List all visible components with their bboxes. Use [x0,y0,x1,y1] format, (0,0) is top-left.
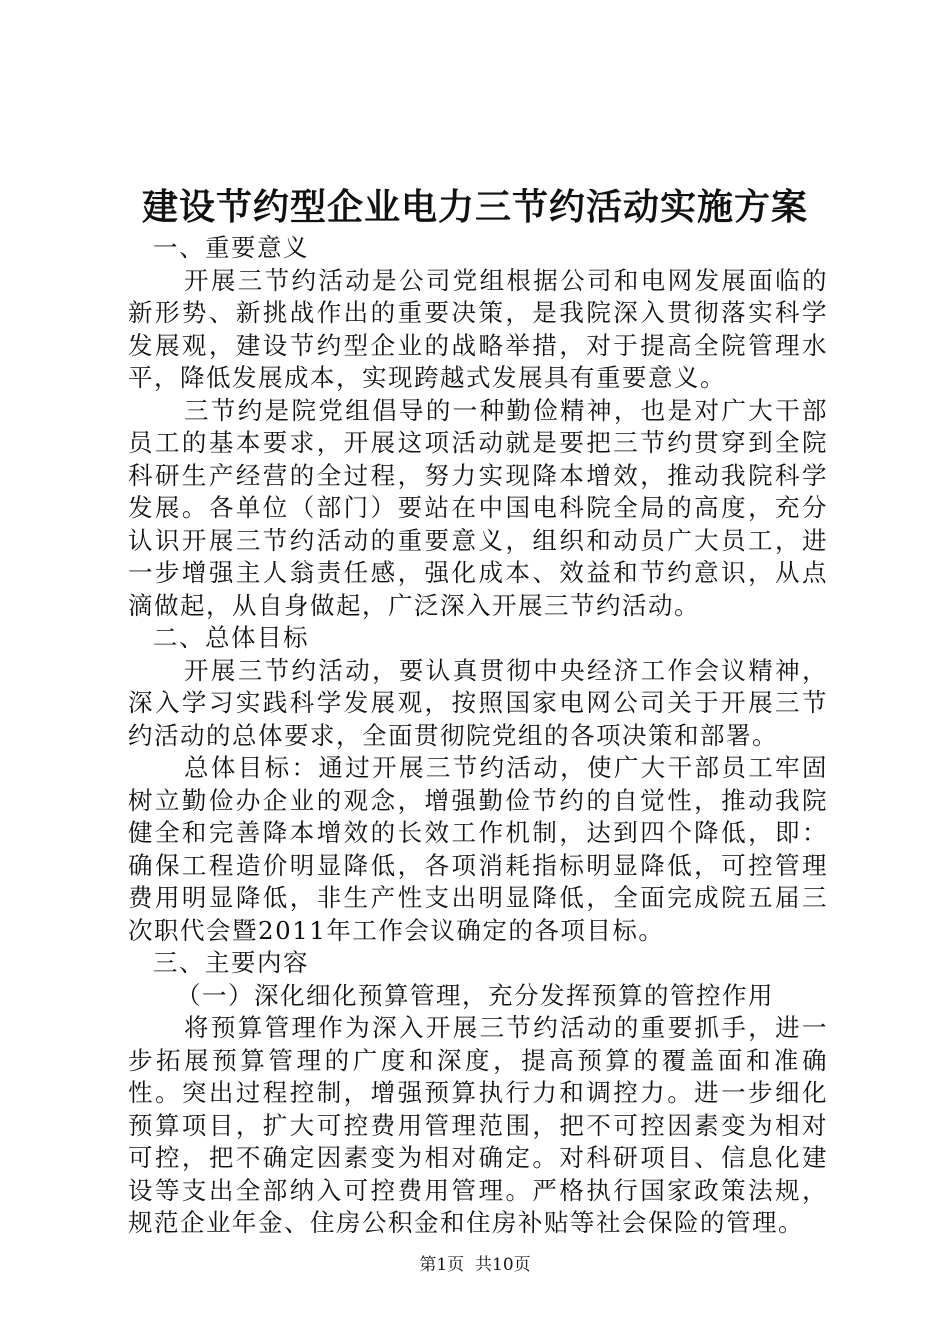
section-heading: 一、重要意义 [153,233,309,262]
page-footer [0,1254,950,1276]
paragraph: 将预算管理作为深入开展三节约活动的重要抓手，进一步拓展预算管理的广度和深度，提高预算的覆盖面和准确性。突出过程控制，增强预算执行力和调控力。进一步细化预算项目，扩大可控费用管理范围，把不可控因素变为相对可控，把不确定因素变为相对确定。对科研项目、信息化建设等支出全部纳入可控费用管理。严格执行国家政策法规，规范企业年金、住房公积金和住房补贴等社会保险的管理。 [128,1013,828,1237]
section-heading: 二、总体目标 [153,623,309,652]
page-total: 共10页 [475,1255,531,1275]
paragraph: 开展三节约活动是公司党组根据公司和电网发展面临的新形势、新挑战作出的重要决策，是我院深入贯彻落实科学发展观，建设节约型企业的战略举措，对于提高全院管理水平，降低发展成本，实现跨越式发展具有重要意义。 [128,265,828,392]
paragraph: 开展三节约活动，要认真贯彻中央经济工作会议精神，深入学习实践科学发展观，按照国家电网公司关于开展三节约活动的总体要求，全面贯彻院党组的各项决策和部署。 [128,655,828,750]
paragraph: 总体目标：通过开展三节约活动，使广大干部员工牢固树立勤俭办企业的观念，增强勤俭节约的自觉性，推动我院健全和完善降本增效的长效工作机制，达到四个降低，即：确保工程造价明显降低，各项消耗指标明显降低，可控管理费用明显降低，非生产性支出明显降低，全面完成院五届三次职代会暨2011年工作会议确定的各项目标。 [128,753,828,945]
document-body [128,232,828,1240]
paragraph: 三节约是院党组倡导的一种勤俭精神，也是对广大干部员工的基本要求，开展这项活动就是要把三节约贯穿到全院科研生产经营的全过程，努力实现降本增效，推动我院科学发展。各单位（部门）要站在中国电科院全局的高度，充分认识开展三节约活动的重要意义，组织和动员广大员工，进一步增强主人翁责任感，强化成本、效益和节约意识，从点滴做起，从自身做起，广泛深入开展三节约活动。 [128,395,828,620]
section-heading: 三、主要内容 [153,948,309,977]
document-title: 建设节约型企业电力三节约活动实施方案 [141,187,808,228]
page-number: 第1页 [419,1255,465,1275]
subsection-heading: （一）深化细化预算管理，充分发挥预算的管控作用 [176,980,774,1010]
